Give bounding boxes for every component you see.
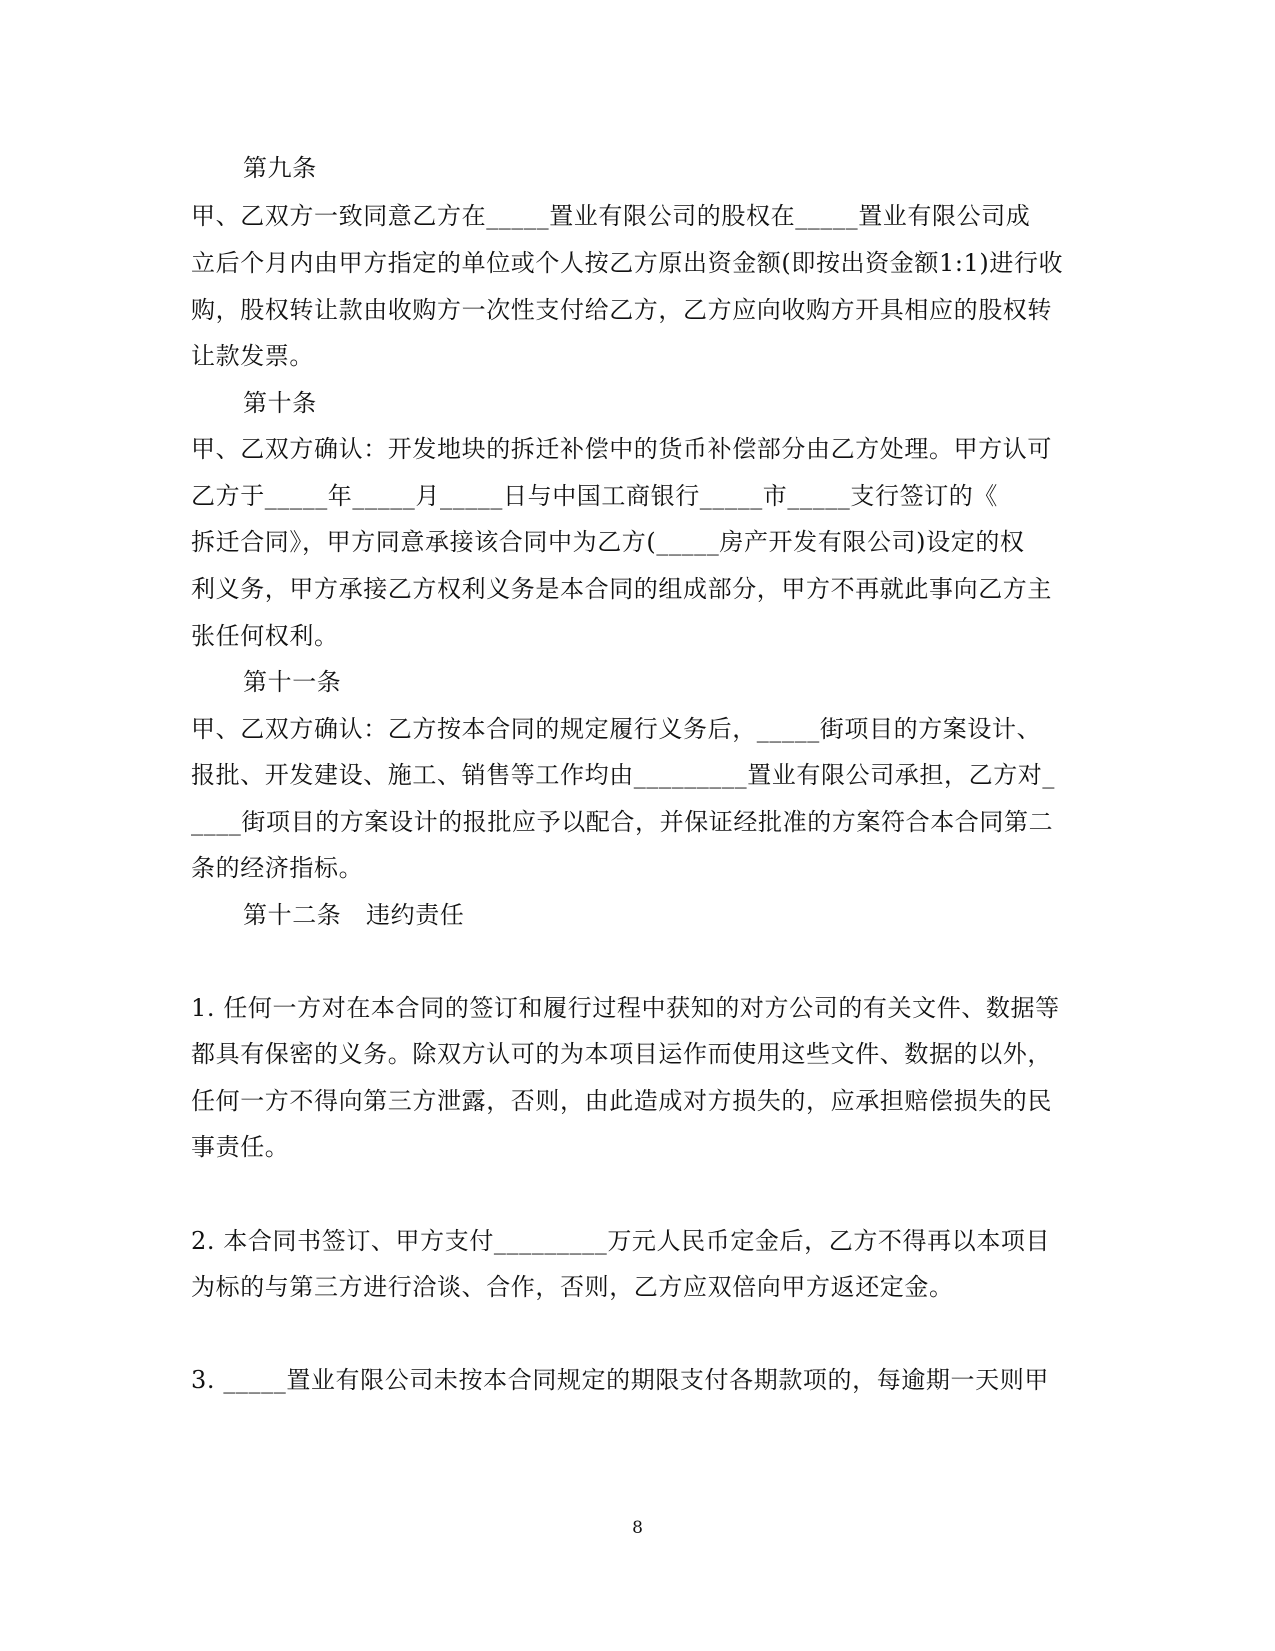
article-10-text-line: 拆迁合同》，甲方同意承接该合同中为乙方(_____房产开发有限公司)设定的权 <box>191 528 1025 556</box>
page-number: 8 <box>632 1518 643 1538</box>
article-10-text-line: 张任何权利。 <box>191 622 339 650</box>
article-9-text-line: 立后个月内由甲方指定的单位或个人按乙方原出资金额(即按出资金额1:1)进行收 <box>191 249 1064 277</box>
article-11-heading: 第十一条 <box>243 668 342 696</box>
article-11-text-line: 甲、乙双方确认：乙方按本合同的规定履行义务后，_____街项目的方案设计、 <box>191 715 1042 743</box>
clause-1-text-line: 任何一方不得向第三方泄露，否则，由此造成对方损失的，应承担赔偿损失的民 <box>191 1087 1052 1115</box>
clause-1-text-line: 事责任。 <box>191 1133 290 1161</box>
article-10-heading: 第十条 <box>243 389 317 417</box>
clause-1-text-line: 1. 任何一方对在本合同的签订和履行过程中获知的对方公司的有关文件、数据等 <box>191 994 1060 1022</box>
article-11-text-line: ____街项目的方案设计的报批应予以配合，并保证经批准的方案符合本合同第二 <box>191 808 1054 836</box>
article-10-text-line: 乙方于_____年_____月_____日与中国工商银行_____市_____支行签订的《 <box>191 482 998 510</box>
article-10-text-line: 利义务，甲方承接乙方权利义务是本合同的组成部分，甲方不再就此事向乙方主 <box>191 575 1052 603</box>
article-12-heading: 第十二条 违约责任 <box>243 901 465 929</box>
article-11-text-line: 条的经济指标。 <box>191 854 364 882</box>
article-9-text-line: 让款发票。 <box>191 342 314 370</box>
clause-2-text-line: 为标的与第三方进行洽谈、合作，否则，乙方应双倍向甲方返还定金。 <box>191 1273 954 1301</box>
article-10-text-line: 甲、乙双方确认：开发地块的拆迁补偿中的货币补偿部分由乙方处理。甲方认可 <box>191 435 1052 463</box>
article-11-text-line: 报批、开发建设、施工、销售等工作均由_________置业有限公司承担，乙方对_ <box>191 761 1055 789</box>
clause-3-text-line: 3. _____置业有限公司未按本合同规定的期限支付各期款项的，每逾期一天则甲 <box>191 1366 1049 1394</box>
clause-1-text-line: 都具有保密的义务。除双方认可的为本项目运作而使用这些文件、数据的以外， <box>191 1040 1052 1068</box>
clause-2-text-line: 2. 本合同书签订、甲方支付_________万元人民币定金后，乙方不得再以本项目 <box>191 1227 1051 1255</box>
article-9-text-line: 甲、乙双方一致同意乙方在_____置业有限公司的股权在_____置业有限公司成 <box>191 202 1031 230</box>
article-9-text-line: 购，股权转让款由收购方一次性支付给乙方，乙方应向收购方开具相应的股权转 <box>191 296 1052 324</box>
article-9-heading: 第九条 <box>243 154 317 182</box>
